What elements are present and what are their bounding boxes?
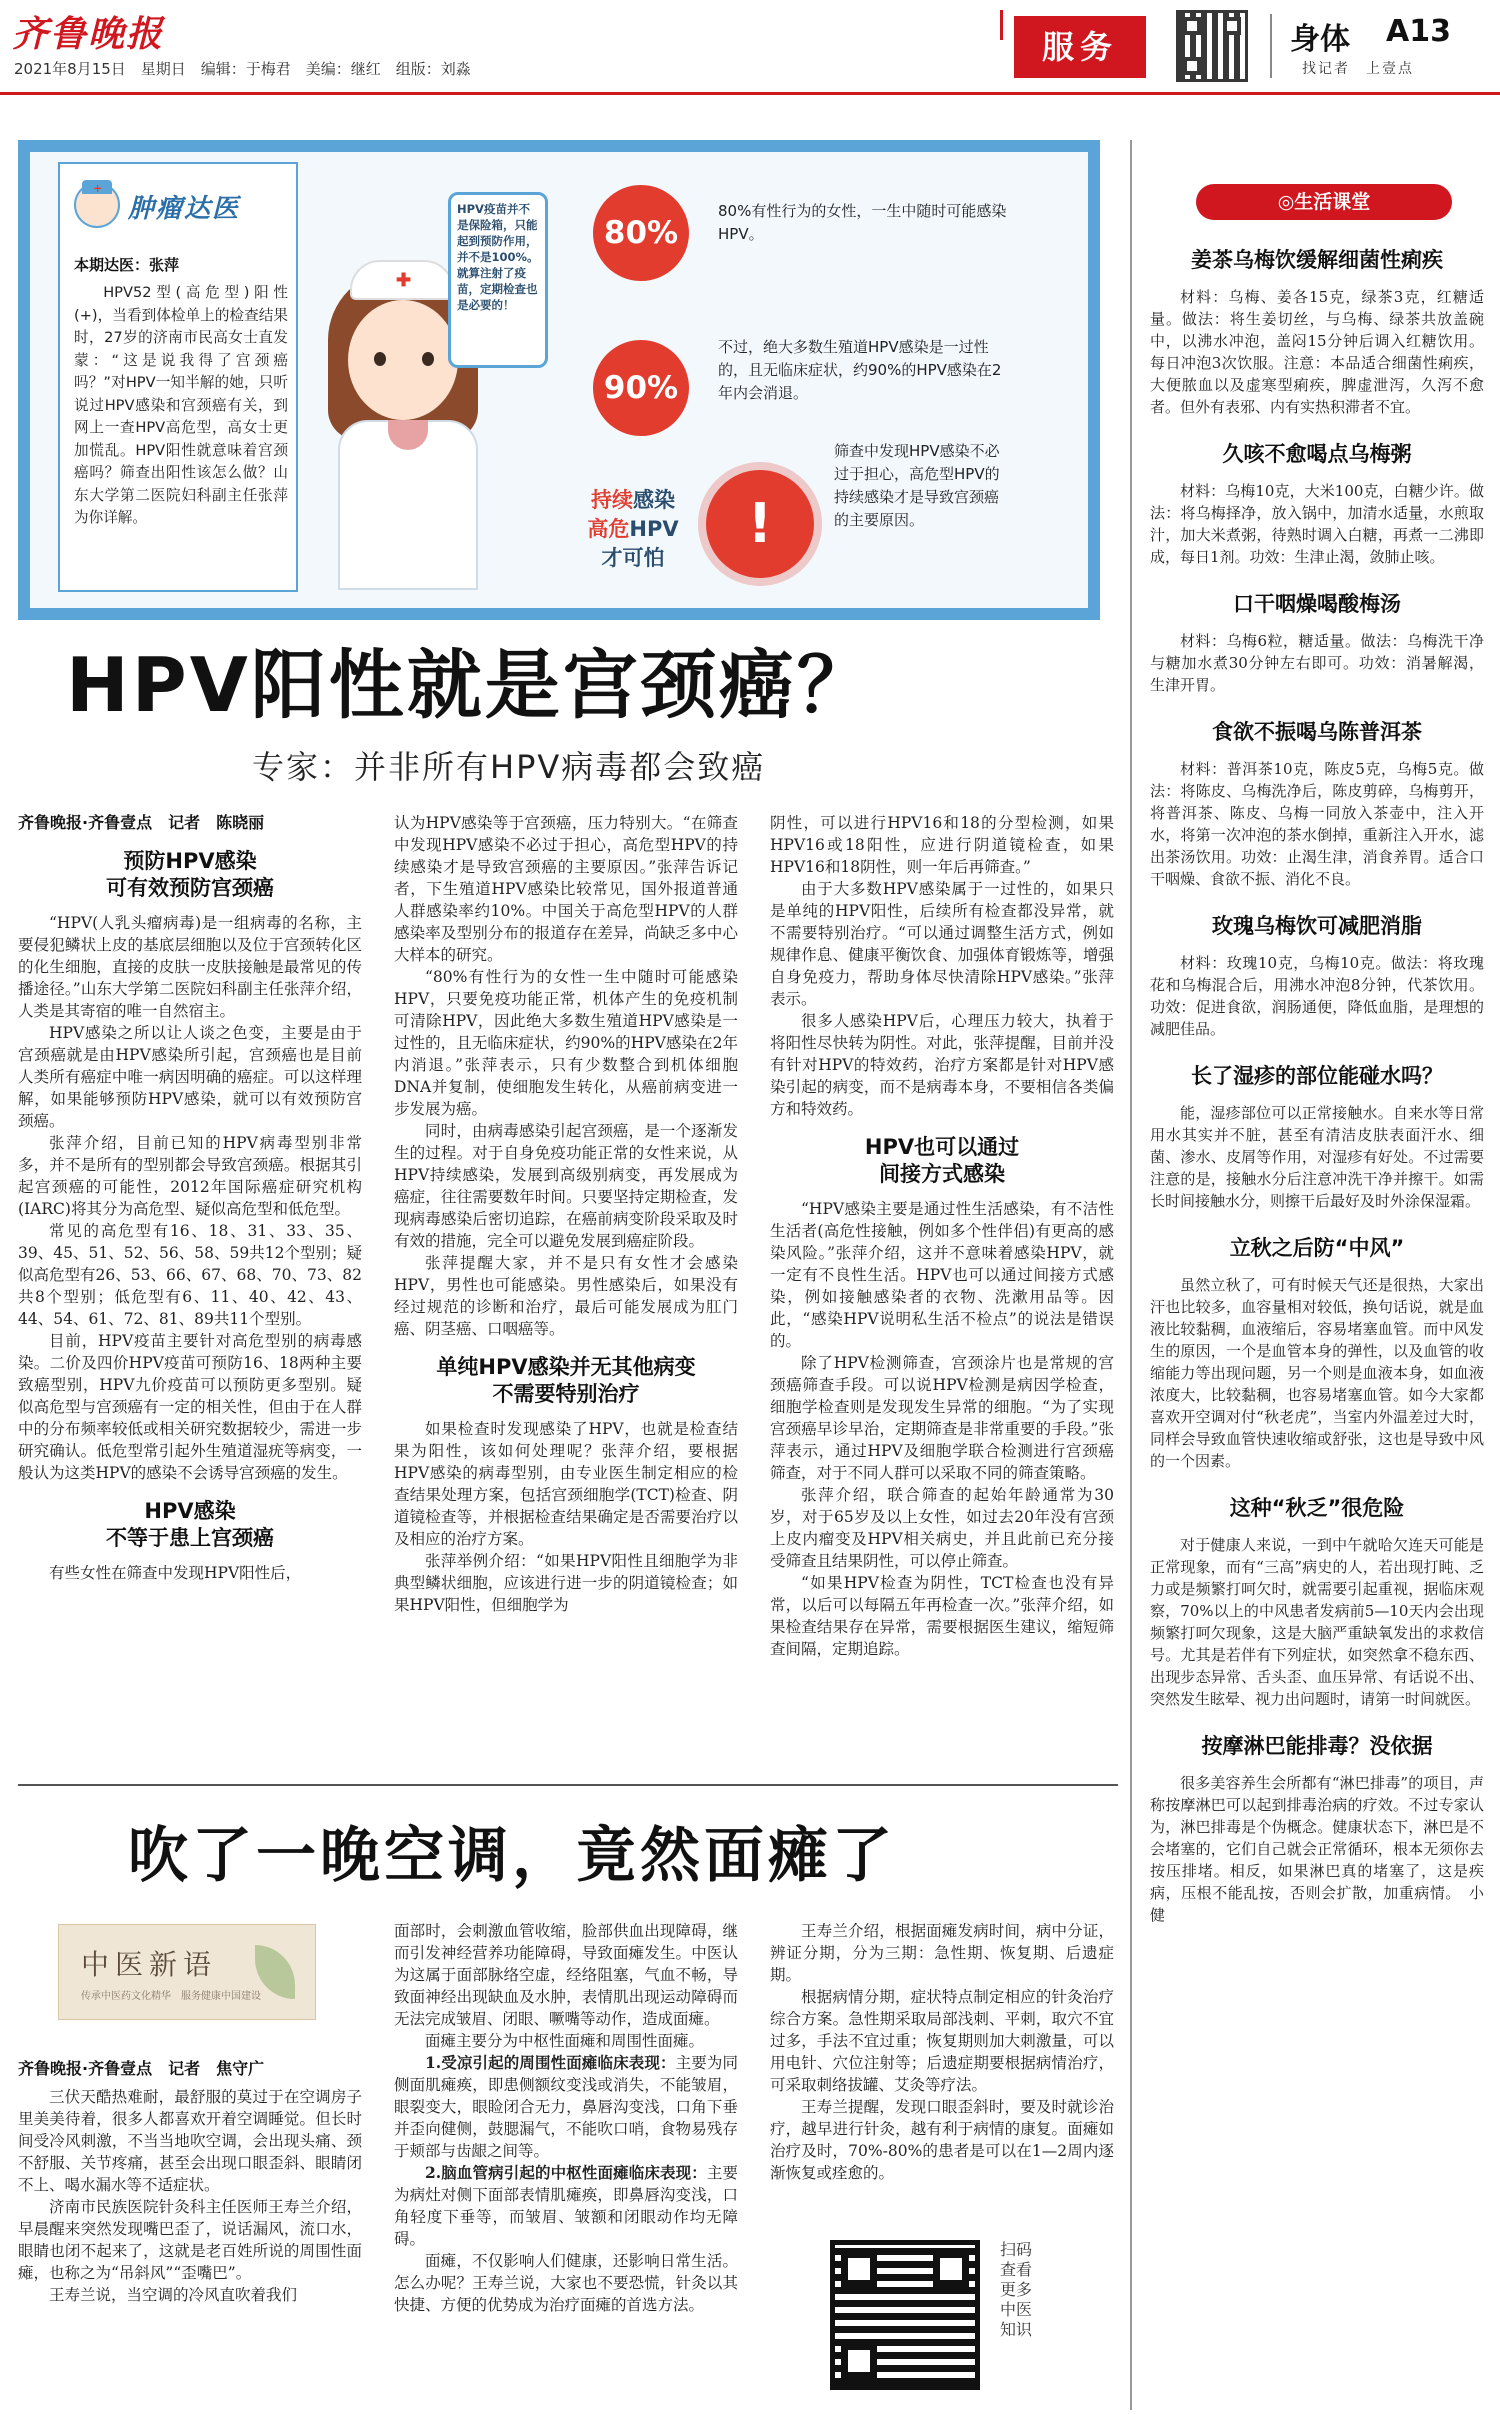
para: “HPV感染主要是通过性生活感染，有不洁性生活者(高危性接触，例如多个性伴侣)有更高的感染风险。”张萍介绍，这并不意味着感染HPV，就一定有不良性生活。HPV也可以通过间接方式感染，例如接触感染者的衣物、洗漱用品等。因此，“感染HPV说明私生活不检点”的说法是错误的。 (770, 1200, 1114, 1350)
stat1-circle: 80% (593, 185, 689, 281)
tip-title: 按摩淋巴能排毒？没依据 (1201, 1734, 1433, 1758)
tip-body: 材料：乌梅6粒，糖适量。做法：乌梅洗干净与糖加水煮30分钟左右即可。功效：消暑解渴，生津开胃。 (1150, 632, 1484, 694)
para: “如果HPV检查为阴性，TCT检查也没有异常，以后可以每隔五年再检查一次。”张萍介绍，如果检查结果存在异常，需要根据医生建议，缩短筛查间隔，定期追踪。 (770, 1574, 1114, 1658)
para: 有些女性在筛查中发现HPV阳性后， (49, 1564, 302, 1582)
guest-line: 本期达医：张萍 (74, 256, 180, 274)
sub-headline: 专家：并非所有HPV病毒都会致癌 (252, 748, 766, 786)
para: 如果检查时发现感染了HPV，也就是检查结果为阳性，该如何处理呢？张萍介绍，要根据HPV感染的病毒型别，由专业医生制定相应的检查结果处理方案，包括宫颈细胞学(TCT)检查、阴道镜检查等，并根据检查结果确定是否需要治疗以及相应的治疗方案。 (394, 1420, 738, 1548)
tip-title: 食欲不振喝乌陈普洱茶 (1212, 720, 1422, 744)
tip-body: 材料：乌梅、姜各15克，绿茶3克，红糖适量。做法：将生姜切丝，与乌梅、绿茶共放盖碗中，以沸水冲泡，盖闷15分钟后调入红糖饮用。每日冲泡3次饮服。注意：本品适合细菌性痢疾，大便脓血以及虚寒型痢疾，脾虚泄泻，久泻不愈者。但外有表邪、内有实热积滞者不宜。 (1150, 288, 1484, 416)
article-divider (18, 1784, 1118, 1786)
tip-title: 口干咽燥喝酸梅汤 (1233, 592, 1401, 616)
reporter-note: 找记者 上壹点 (1302, 61, 1414, 77)
stat2-circle: 90% (593, 340, 689, 436)
symptom-text-1: 主要为同侧面肌瘫痪，即患侧额纹变浅或消失，不能皱眉，眼裂变大，眼睑闭合无力，鼻唇沟变浅，口角下垂并歪向健侧，鼓腮漏气，不能吹口哨，食物易残存于颊部与齿龈之间等。 (394, 2054, 738, 2160)
para: 认为HPV感染等于宫颈癌，压力特别大。“在筛查中发现HPV感染不必过于担心，高危型HPV的持续感染才是导致宫颈癌的主要原因。”张萍告诉记者，下生殖道HPV感染比较常见，国外报道普通人群感染率约10%。中国关于高危型HPV的人群感染率及型别分布的报道存在差异，尚缺乏多中心大样本的研究。 (394, 814, 738, 964)
persist-word2: 感染 (633, 488, 675, 512)
date-line: 2021年8月15日 星期日 编辑：于梅君 美编：继红 组版：刘淼 (14, 60, 471, 78)
tip-title: 姜茶乌梅饮缓解细菌性痢疾 (1191, 248, 1443, 272)
tcm-qr-code[interactable] (830, 2240, 980, 2390)
ac-byline: 齐鲁晚报·齐鲁壹点 记者 焦守广 (18, 2059, 265, 2078)
ac-col-2 (394, 1920, 738, 2406)
para: 同时，由病毒感染引起宫颈癌，是一个逐渐发生的过程。对于自身免疫功能正常的女性来说，从HPV持续感染，发展到高级别病变，再发展成为癌症，往往需要数年时间。只要坚持定期检查，发现病毒感染后密切追踪，在癌前病变阶段采取及时有效的措施，完全可以避免发展到癌症阶段。 (394, 1122, 738, 1250)
subhead-2b: 不等于患上宫颈癌 (106, 1526, 274, 1550)
para: 面部时，会刺激血管收缩，脸部供血出现障碍，继而引发神经营养功能障碍，导致面瘫发生。中医认为这属于面部脉络空虚，经络阻塞，气血不畅，导致面神经出现缺血及水肿，表情肌出现运动障碍而无法完成皱眉、闭眼、噘嘴等动作，造成面瘫。 (394, 1922, 738, 2028)
tcm-box-title: 中医新语 (81, 1948, 218, 1981)
stat3-text: 筛查中发现HPV感染不必过于担心，高危型HPV的持续感染才是导致宫颈癌的主要原因。 (834, 442, 1000, 529)
persist-word4: HPV (629, 517, 679, 541)
tip-body: 虽然立秋了，可有时候天气还是很热，大家出汗也比较多，血容量相对较低，换句话说，就是血液比较黏稠，血液缩后，容易堵塞血管。而中风发生的原因，一个是血管本身的弹性，以及血管的收缩能力等出现问题，另一个则是血液本身，如血液浓度大，比较黏稠，也容易堵塞血管。如今大家都喜欢开空调对付“秋老虎”，当室内外温差过大时，同样会导致血管快速收缩或舒张，这也是导致中风的一个因素。 (1150, 1276, 1484, 1470)
tip-body: 对于健康人来说，一到中午就哈欠连天可能是正常现象，而有“三高”病史的人，若出现打盹、乏力或是频繁打呵欠时，就需要引起重视，据临床观察，70%以上的中风患者发病前5—10天内会出现频繁打呵欠现象，这是大脑严重缺氧发出的求救信号。尤其是若伴有下列症状，如突然拿不稳东西、出现步态异常、舌头歪、血压异常、有话说不出、突然发生眩晕、视力出问题时，请第一时间就医。 (1150, 1536, 1484, 1708)
badge-title: 肿瘤达医 (128, 194, 241, 224)
qr-caption: 扫码查看更多中医知识 (1000, 2240, 1033, 2339)
para: 张萍举例介绍：“如果HPV阳性且细胞学为非典型鳞状细胞，应该进行进一步的阴道镜检查；如果HPV阳性，但细胞学为 (394, 1552, 738, 1614)
subhead-3a: 单纯HPV感染并无其他病变 (436, 1355, 696, 1379)
para: 面瘫，不仅影响人们健康，还影响日常生活。怎么办呢？王寿兰说，大家也不要恐慌，针灸以其快捷、方便的优势成为治疗面瘫的首选方法。 (394, 2252, 738, 2314)
subhead-3 (394, 1354, 738, 1408)
paper-logo: 齐鲁晚报 (12, 13, 165, 55)
tip-body: 材料：玫瑰10克，乌梅10克。做法：将玫瑰花和乌梅混合后，用沸水冲泡8分钟，代茶饮用。功效：促进食欲，润肠通便，降低血脂，是理想的减肥佳品。 (1150, 954, 1484, 1038)
para: 济南市民族医院针灸科主任医师王寿兰介绍，早晨醒来突然发现嘴巴歪了，说话漏风，流口水，眼睛也闭不起来了，这就是老百姓所说的周围性面瘫，也称之为“吊斜风”“歪嘴巴”。 (18, 2198, 362, 2282)
para: 阴性，可以进行HPV16和18的分型检测，如果HPV16或18阳性，应进行阴道镜检查，如果HPV16和18阴性，则一年后再筛查。” (770, 814, 1114, 876)
persist-word3: 高危 (587, 517, 630, 541)
ac-col-3 (770, 1920, 1114, 2220)
masthead-qr-code[interactable] (1176, 10, 1248, 82)
para: HPV感染之所以让人谈之色变，主要是由于宫颈癌就是由HPV感染所引起，宫颈癌也是目前人类所有癌症中唯一病因明确的癌症。可以这样理解，如果能够预防HPV感染，就可以有效预防宫颈癌。 (18, 1024, 362, 1130)
para: 王寿兰说，当空调的冷风直吹着我们 (49, 2286, 298, 2304)
nurse-eyes (374, 352, 434, 366)
service-tag: 服务 (1014, 16, 1146, 78)
ac-headline: 吹了一晚空调，竟然面瘫了 (128, 1821, 896, 1891)
virus-warning-icon: ! (706, 470, 814, 578)
tip-title: 这种“秋乏”很危险 (1229, 1496, 1405, 1520)
subhead-4 (770, 1134, 1114, 1188)
page-number: A13 (1386, 14, 1451, 49)
subhead-4b: 间接方式感染 (879, 1162, 1005, 1186)
main-headline: HPV阳性就是宫颈癌？ (66, 641, 875, 729)
tcm-box (58, 1924, 316, 2020)
hpv-banner (18, 140, 1100, 620)
subhead-3b: 不需要特别治疗 (492, 1382, 640, 1406)
subhead-2a: HPV感染 (144, 1499, 236, 1523)
tip-title: 玫瑰乌梅饮可减肥消脂 (1212, 914, 1422, 938)
hpv-col-3 (770, 812, 1114, 1778)
para: 张萍提醒大家，并不是只有女性才会感染HPV，男性也可能感染。男性感染后，如果没有经过规范的诊断和治疗，最后可能发展成为肛门癌、阴茎癌、口咽癌等。 (394, 1254, 738, 1338)
column-rule (1130, 140, 1132, 2410)
symptom-text-2: 主要为病灶对侧下面部表情肌瘫痪，即鼻唇沟变浅，口角轻度下垂等，而皱眉、皱额和闭眼动作均无障碍。 (394, 2164, 738, 2248)
tip-title: 长了湿疹的部位能碰水吗？ (1191, 1064, 1443, 1088)
subhead-1 (18, 848, 362, 902)
para: 张萍介绍，联合筛查的起始年龄通常为30岁，对于65岁及以上女性，如过去20年没有宫颈上皮内瘤变及HPV相关病史，并且此前已充分接受筛查且结果阴性，可以停止筛查。 (770, 1486, 1114, 1570)
symptom-label-2: 2.脑血管病引起的中枢性面瘫临床表现： (425, 2163, 707, 2182)
intro-box (58, 162, 298, 592)
nurse-cap: ✚ (350, 260, 454, 300)
subhead-2 (18, 1498, 362, 1552)
hpv-byline: 齐鲁晚报·齐鲁壹点 记者 陈晓丽 (18, 813, 265, 832)
para: “HPV(人乳头瘤病毒)是一组病毒的名称，主要侵犯鳞状上皮的基底层细胞以及位于宫颈转化区的化生细胞，直接的皮肤一皮肤接触是最常见的传播途径。”山东大学第二医院妇科副主任张萍介绍，人类是其寄宿的唯一自然宿主。 (18, 914, 362, 1020)
para: 目前，HPV疫苗主要针对高危型别的病毒感染。二价及四价HPV疫苗可预防16、18两种主要致癌型别，HPV九价疫苗可以预防更多型别。疑似高危型与宫颈癌有一定的相关性，但由于在人群中的分布频率较低或相关研究数据较少，需进一步研究确认。低危型常引起外生殖道湿疣等病变，一般认为这类HPV的感染不会诱导宫颈癌的发生。 (18, 1332, 362, 1482)
tip-body: 材料：普洱茶10克，陈皮5克，乌梅5克。做法：将陈皮、乌梅洗净后，陈皮剪碎，乌梅剪开，将普洱茶、陈皮、乌梅一同放入茶壶中，注入开水，将第一次冲泡的茶水倒掉，重新注入开水，滤出茶汤饮用。功效：止渴生津，消食养胃。适合口干咽燥、食欲不振、消化不良。 (1150, 760, 1484, 888)
nurse-sign: HPV疫苗并不是保险箱，只能起到预防作用，并不是100%。就算注射了疫苗，定期检查也是必要的！ (448, 192, 548, 368)
tip-body: 能，湿疹部位可以正常接触水。自来水等日常用水其实并不脏，甚至有清洁皮肤表面汗水、细菌、渗水、皮屑等作用，对湿疹有好处。不过需要注意的是，接触水分后注意冲洗干净并擦干。如需长时间接触水分，则擦干后最好及时外涂保湿霜。 (1150, 1104, 1484, 1210)
hpv-col-1 (18, 812, 362, 1778)
hpv-col-2 (394, 812, 738, 1778)
tip-title: 立秋之后防“中风” (1229, 1236, 1405, 1260)
para: 三伏天酷热难耐，最舒服的莫过于在空调房子里美美待着，很多人都喜欢开着空调睡觉。但长时间受冷风刺激，不当当地吹空调，会出现头痛、颈不舒服、关节疼痛，甚至会出现口眼歪斜、眼睛闭不上、喝水漏水等不适症状。 (18, 2088, 362, 2194)
leaf-icon (255, 1945, 295, 1999)
persist-word1: 持续 (591, 488, 633, 512)
para: 很多人感染HPV后，心理压力较大，执着于将阳性尽快转为阴性。对此，张萍提醒，目前并没有针对HPV的特效药，治疗方案都是针对HPV感染引起的病变，而不是病毒本身，不要相信各类偏方和特效药。 (770, 1012, 1114, 1118)
masthead-divider (1270, 14, 1272, 78)
section-name: 身体 (1290, 22, 1350, 57)
intro-text: HPV52型(高危型)阳性(+)，当看到体检单上的检查结果时，27岁的济南市民高女士直发蒙：“这是说我得了宫颈癌吗？”对HPV一知半解的她，只听说过HPV感染和宫颈癌有关，到网上一查HPV高危型，高女士更加慌乱。HPV阳性就意味着宫颈癌吗？筛查出阳性该怎么做？山东大学第二医院妇科副主任张萍为你详解。 (74, 284, 288, 526)
para: 根据病情分期，症状特点制定相应的针灸治疗综合方案。急性期采取局部浅刺、平刺，取穴不宜过多，手法不宜过重；恢复期则加大刺激量，可以用电针、穴位注射等；后遗症期要根据病情治疗，可采取刺络拔罐、艾灸等疗法。 (770, 1988, 1114, 2094)
para: 王寿兰介绍，根据面瘫发病时间，病中分证，辨证分期，分为三期：急性期、恢复期、后遗症期。 (770, 1922, 1114, 1984)
persist-word5: 才可怕 (601, 546, 665, 570)
para: 面瘫主要分为中枢性面瘫和周围性面瘫。 (425, 2032, 705, 2050)
para: 除了HPV检测筛查，宫颈涂片也是常规的宫颈癌筛查手段。可以说HPV检测是病因学检查，细胞学检查则是发现发生异常的细胞。“为了实现宫颈癌早诊早治，定期筛查是非常重要的手段。”张萍表示，通过HPV及细胞学联合检测进行宫颈癌筛查，对于不同人群可以采取不同的筛查策略。 (770, 1354, 1114, 1482)
tcm-box-caption: 传承中医药文化精华 服务健康中国建设 (81, 1991, 261, 2002)
subhead-1a: 预防HPV感染 (123, 849, 257, 873)
tip-body: 材料：乌梅10克，大米100克，白糖少许。做法：将乌梅择净，放入锅中，加清水适量，水煎取汁，加大米煮粥，待熟时调入白糖，再煮一二沸即成，每日1剂。功效：生津止渴，敛肺止咳。 (1150, 482, 1484, 566)
persist-label (578, 486, 688, 573)
para: 张萍介绍，目前已知的HPV病毒型别非常多，并不是所有的型别都会导致宫颈癌。根据其引起宫颈癌的可能性，2012年国际癌症研究机构(IARC)将其分为高危型、疑似高危型和低危型。 (18, 1134, 362, 1218)
para (394, 2162, 738, 2250)
symptom-label-1: 1.受凉引起的周围性面瘫临床表现： (425, 2053, 676, 2072)
para (394, 2052, 738, 2162)
para: 王寿兰提醒，发现口眼歪斜时，要及时就诊治疗，越早进行针灸，越有利于病情的康复。面瘫如治疗及时，70%-80%的患者是可以在1—2周内逐渐恢复或痊愈的。 (770, 2098, 1114, 2182)
tip-title: 久咳不愈喝点乌梅粥 (1222, 442, 1412, 466)
para: “80%有性行为的女性一生中随时可能感染HPV，只要免疫功能正常，机体产生的免疫机制可清除HPV，因此绝大多数生殖道HPV感染是一过性的，且无临床症状，约90%的HPV感染在2年内消退。”张萍表示，只有少数整合到机体细胞DNA并复制，使细胞发生转化，从癌前病变进一步发展为癌。 (394, 968, 738, 1118)
ac-col-1 (18, 2058, 362, 2404)
life-class-column (1150, 232, 1484, 2410)
doctor-icon: + (74, 182, 120, 228)
subhead-4a: HPV也可以通过 (864, 1135, 1020, 1159)
para: 由于大多数HPV感染属于一过性的，如果只是单纯的HPV阳性，后续所有检查都没异常，就不需要特别治疗。“可以通过调整生活方式，例如规律作息、健康平衡饮食、加强体育锻炼等，增强自身免疫力，帮助身体尽快清除HPV感染。”张萍表示。 (770, 880, 1114, 1008)
life-class-header: ◎生活课堂 (1196, 184, 1452, 220)
stat2-text: 不过，绝大多数生殖道HPV感染是一过性的，且无临床症状，约90%的HPV感染在2年内会消退。 (718, 338, 1002, 402)
masthead-ornament (1000, 10, 1008, 40)
tip-body: 很多美容养生会所都有“淋巴排毒”的项目，声称按摩淋巴可以起到排毒治病的疗效。不过专家认为，淋巴排毒是个伪概念。健康状态下，淋巴是不会堵塞的，它们自己就会正常循环，根本无须你去按压排堵。相反，如果淋巴真的堵塞了，这是疾病，压根不能乱按，否则会扩散，加重病情。 小健 (1150, 1774, 1484, 1924)
subhead-1b: 可有效预防宫颈癌 (106, 876, 274, 900)
stat1-text: 80%有性行为的女性，一生中随时可能感染HPV。 (718, 202, 1007, 243)
masthead-rule (0, 92, 1500, 95)
para: 常见的高危型有16、18、31、33、35、39、45、51、52、56、58、59共12个型别；疑似高危型有26、53、66、67、68、70、73、82共8个型别；低危型有6、11、40、42、43、44、54、61、72、81、89共11个型别。 (18, 1222, 362, 1328)
